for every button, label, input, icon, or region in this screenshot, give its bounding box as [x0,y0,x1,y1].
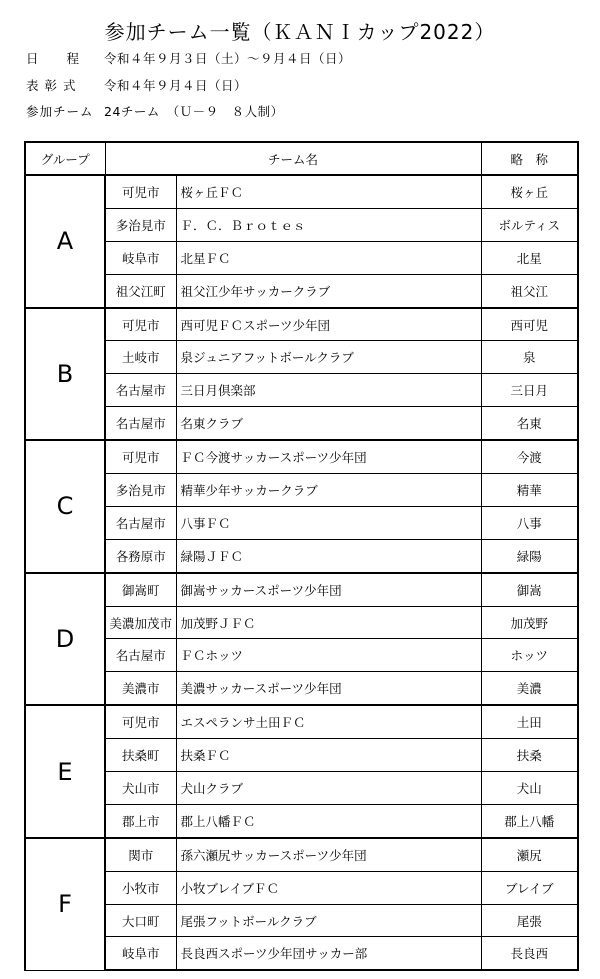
table-row [25,407,578,440]
team-name-cell: 祖父江少年サッカークラブ [176,274,481,307]
team-name-cell: 郡上八幡ＦＣ [176,804,481,837]
city-cell: 犬山市 [105,772,176,805]
abbreviation-cell: 名東 [481,407,578,440]
abbreviation-cell: ホッツ [481,639,578,672]
city-cell: 可児市 [105,308,176,341]
table-row [25,308,578,341]
table-row [25,506,578,539]
city-cell: 多治見市 [105,474,176,507]
table-row [25,573,578,606]
group-label: F [25,838,105,971]
team-name-cell: 扶桑ＦＣ [176,739,481,772]
abbreviation-cell: 三日月 [481,374,578,407]
team-name-cell: 北星ＦＣ [176,241,481,274]
abbreviation-cell: 瀬尻 [481,838,578,871]
city-cell: 多治見市 [105,208,176,241]
city-cell: 美濃加茂市 [105,606,176,639]
table-row [25,440,578,473]
table-row [25,474,578,507]
abbreviation-cell: 郡上八幡 [481,804,578,837]
table-row [25,739,578,772]
team-name-cell: 三日月倶楽部 [176,374,481,407]
table-row [25,804,578,837]
info-label: 表 彰 式 [26,78,77,93]
group-label: A [25,175,105,308]
city-cell: 各務原市 [105,539,176,572]
abbreviation-cell: 土田 [481,705,578,738]
info-ceremony [26,78,247,94]
team-name-cell: 長良西スポーツ少年団サッカー部 [176,937,481,970]
team-name-cell: 孫六瀬尻サッカースポーツ少年団 [176,838,481,871]
city-cell: 土岐市 [105,341,176,374]
team-name-cell: 加茂野ＪＦＣ [176,606,481,639]
group-label: D [25,573,105,706]
team-name-cell: 緑陽ＪＦＣ [176,539,481,572]
header-team: チーム名 [105,142,481,175]
city-cell: 名古屋市 [105,506,176,539]
team-name-cell: ＦＣホッツ [176,639,481,672]
team-name-cell: 御嵩サッカースポーツ少年団 [176,573,481,606]
city-cell: 岐阜市 [105,241,176,274]
abbreviation-cell: 西可児 [481,308,578,341]
team-name-cell: 八事ＦＣ [176,506,481,539]
table-row [25,274,578,307]
abbreviation-cell: 加茂野 [481,606,578,639]
abbreviation-cell: 長良西 [481,937,578,970]
table-row [25,838,578,871]
table-row [25,241,578,274]
abbreviation-cell: ブレイブ [481,871,578,904]
abbreviation-cell: 今渡 [481,440,578,473]
team-table [24,141,579,971]
team-name-cell: 泉ジュニアフットボールクラブ [176,341,481,374]
table-row [25,341,578,374]
info-label: 参加チーム [26,104,94,119]
city-cell: 郡上市 [105,804,176,837]
city-cell: 扶桑町 [105,739,176,772]
team-name-cell: 精華少年サッカークラブ [176,474,481,507]
abbreviation-cell: 尾張 [481,904,578,937]
city-cell: 小牧市 [105,871,176,904]
group-label: C [25,440,105,573]
team-name-cell: 美濃サッカースポーツ少年団 [176,672,481,705]
team-name-cell: 西可児ＦＣスポーツ少年団 [176,308,481,341]
table-row [25,904,578,937]
header-group: グループ [25,142,105,175]
abbreviation-cell: 扶桑 [481,739,578,772]
info-teams [26,104,284,120]
abbreviation-cell: 祖父江 [481,274,578,307]
team-name-cell: 小牧ブレイブＦＣ [176,871,481,904]
info-label: 日 程 [26,51,81,66]
abbreviation-cell: 緑陽 [481,539,578,572]
city-cell: 可児市 [105,440,176,473]
abbreviation-cell: 北星 [481,241,578,274]
abbreviation-cell: 御嵩 [481,573,578,606]
team-name-cell: ＦＣ今渡サッカースポーツ少年団 [176,440,481,473]
team-name-cell: 名東クラブ [176,407,481,440]
table-row [25,208,578,241]
team-name-cell: 桜ヶ丘ＦＣ [176,175,481,208]
group-label: B [25,308,105,441]
info-value: 令和４年９月４日（日） [104,78,248,93]
page-title: 参加チーム一覧（ＫＡＮＩカップ2022） [104,20,496,44]
table-row [25,672,578,705]
city-cell: 岐阜市 [105,937,176,970]
table-row [25,639,578,672]
table-row [25,175,578,208]
abbreviation-cell: 犬山 [481,772,578,805]
abbreviation-cell: 八事 [481,506,578,539]
city-cell: 可児市 [105,705,176,738]
info-value: 24チーム （Ｕ－９ ８人制） [104,104,284,119]
table-row [25,705,578,738]
table-row [25,606,578,639]
team-name-cell: Ｆ．Ｃ．Ｂｒｏｔｅｓ [176,208,481,241]
city-cell: 名古屋市 [105,639,176,672]
city-cell: 美濃市 [105,672,176,705]
team-name-cell: エスペランサ土田ＦＣ [176,705,481,738]
table-row [25,871,578,904]
table-row [25,772,578,805]
city-cell: 名古屋市 [105,407,176,440]
table-body [25,175,578,970]
table-row [25,937,578,970]
header-abbr: 略 称 [481,142,578,175]
abbreviation-cell: 泉 [481,341,578,374]
team-name-cell: 犬山クラブ [176,772,481,805]
abbreviation-cell: 桜ヶ丘 [481,175,578,208]
info-value: 令和４年９月３日（土）～９月４日（日） [104,51,352,66]
group-label: E [25,705,105,838]
table-row [25,539,578,572]
city-cell: 祖父江町 [105,274,176,307]
city-cell: 御嵩町 [105,573,176,606]
team-name-cell: 尾張フットボールクラブ [176,904,481,937]
abbreviation-cell: 美濃 [481,672,578,705]
abbreviation-cell: 精華 [481,474,578,507]
abbreviation-cell: ボルティス [481,208,578,241]
city-cell: 可児市 [105,175,176,208]
city-cell: 名古屋市 [105,374,176,407]
city-cell: 大口町 [105,904,176,937]
table-header-row [25,142,578,175]
city-cell: 関市 [105,838,176,871]
table-row [25,374,578,407]
info-schedule [26,51,351,67]
